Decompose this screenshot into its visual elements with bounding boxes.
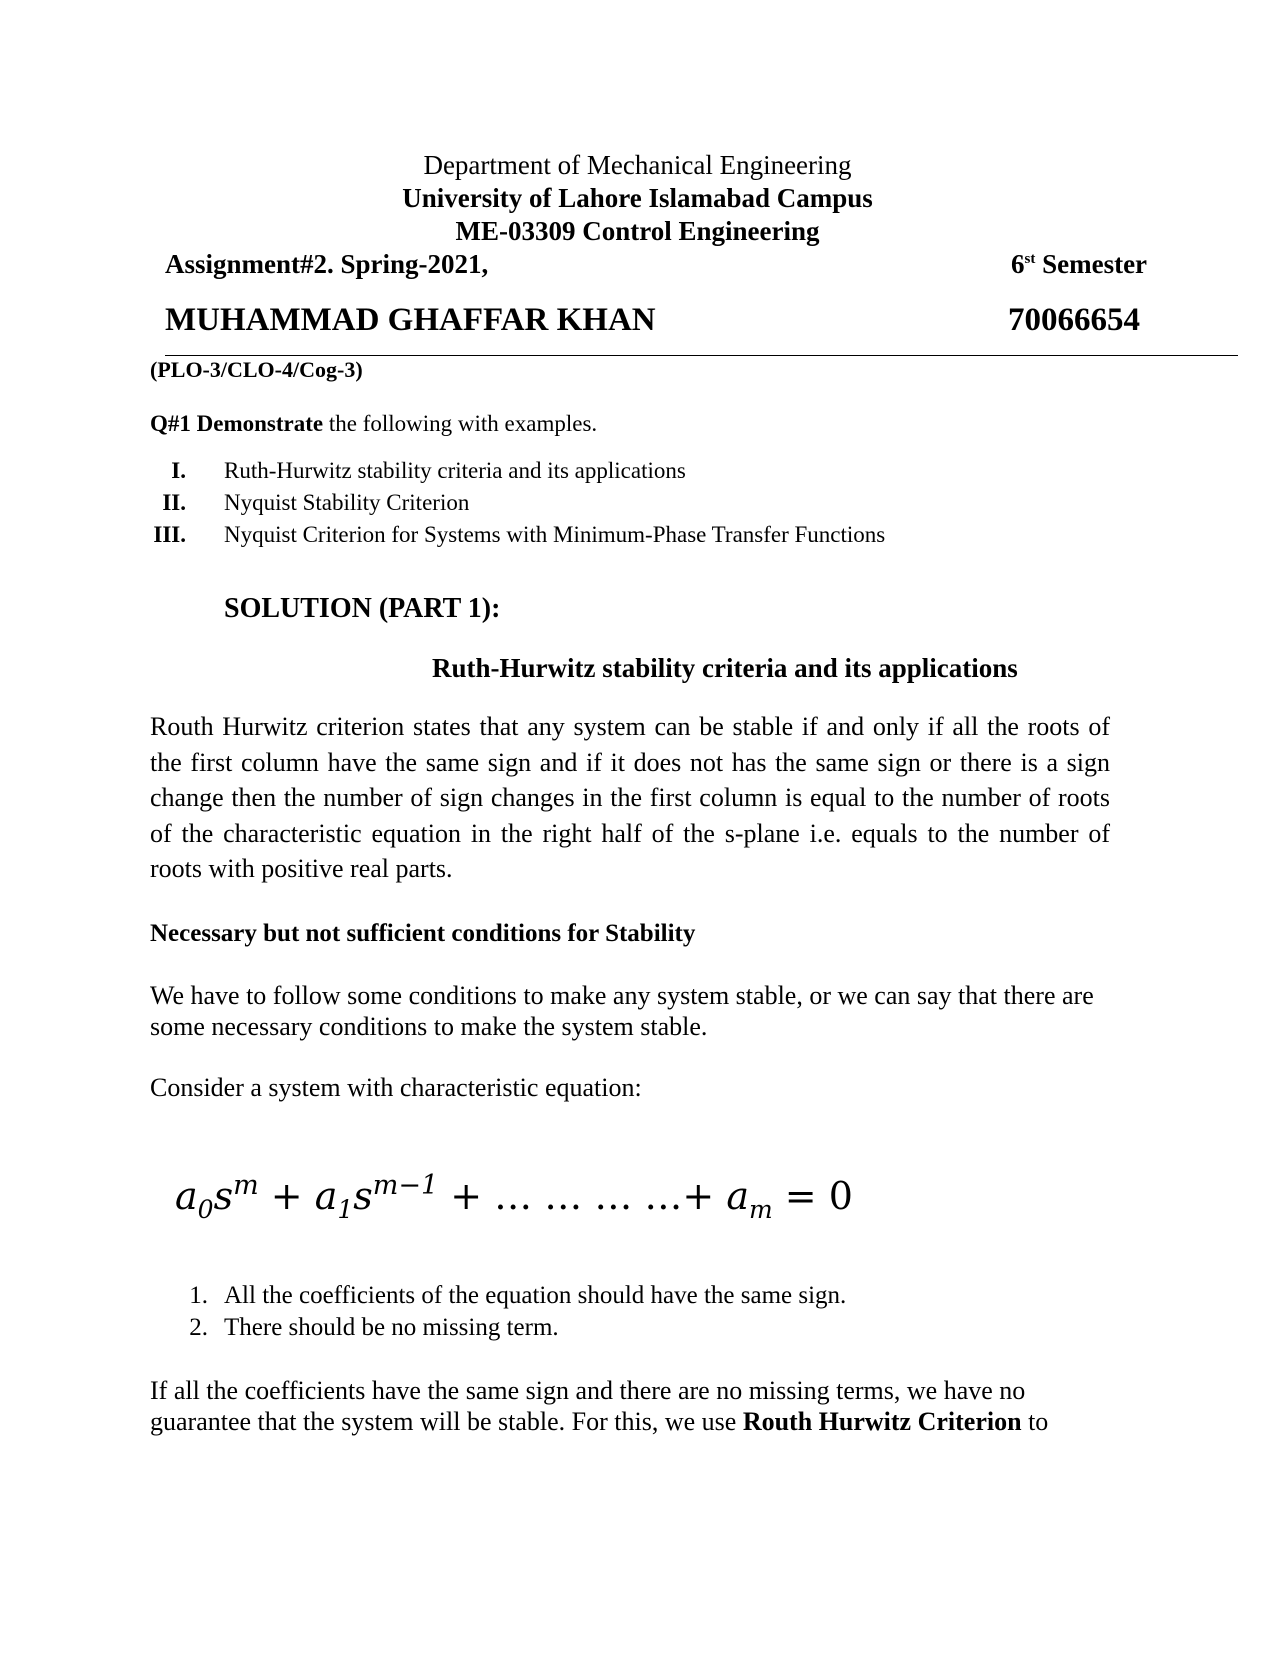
section-title: Ruth-Hurwitz stability criteria and its applications [432, 653, 1018, 683]
list-item-text: Nyquist Stability Criterion [224, 490, 470, 515]
subheading-conditions: Necessary but not sufficient conditions for Stability [150, 920, 696, 947]
paragraph-consider: Consider a system with characteristic equation: [150, 1073, 642, 1102]
list-item [150, 458, 686, 484]
semester-suffix: st [1024, 251, 1036, 267]
list-item-text: All the coefficients of the equation should have the same sign. [224, 1282, 847, 1309]
list-item-number: III. [153, 522, 186, 547]
paragraph-conditions-intro: We have to follow some conditions to make any system stable, or we can say that there are some necessary conditions to make the system stable. [150, 981, 1094, 1041]
list-item-text: There should be no missing term. [224, 1314, 559, 1341]
assignment-label: Assignment#2. Spring-2021, [165, 249, 489, 279]
header-divider [165, 355, 1238, 356]
list-item [150, 1314, 559, 1342]
semester-label [1011, 249, 1147, 280]
student-id: 70066654 [1008, 302, 1140, 338]
list-item [150, 522, 886, 548]
question-rest: the following with examples. [323, 411, 598, 436]
semester-word: Semester [1042, 249, 1148, 279]
list-item-text: Ruth-Hurwitz stability criteria and its applications [224, 458, 686, 483]
solution-heading: SOLUTION (PART 1): [224, 593, 501, 624]
question-lead: Q#1 Demonstrate [150, 411, 324, 436]
list-item-text: Nyquist Criterion for Systems with Minimum-Phase Transfer Functions [224, 522, 886, 547]
list-item-number: I. [171, 458, 186, 483]
routh-hurwitz-term: Routh Hurwitz Criterion [742, 1407, 1022, 1436]
list-item [150, 490, 470, 516]
plo-code: (PLO-3/CLO-4/Cog-3) [150, 357, 363, 382]
student-name: MUHAMMAD GHAFFAR KHAN [165, 302, 656, 338]
paragraph-guarantee: If all the coefficients have the same sign and there are no missing terms, we have no guarantee that the system will be stable. For this, we use Routh Hurwitz Criterion to [150, 1376, 1049, 1436]
university-name: University of Lahore Islamabad Campus [402, 183, 873, 213]
semester-number: 6 [1011, 249, 1025, 279]
department-name: Department of Mechanical Engineering [423, 150, 852, 180]
question-prompt [150, 411, 597, 437]
list-item [150, 1282, 847, 1310]
list-item-number: II. [162, 490, 186, 515]
list-item-number: 1. [189, 1282, 208, 1309]
course-title: ME-03309 Control Engineering [455, 216, 820, 246]
characteristic-equation: $a_0s^m + a_1s^{m-1}$ + … … … …+ $a_m = 0$ [175, 1170, 853, 1224]
paragraph-routh-definition: Routh Hurwitz criterion states that any system can be stable if and only if all the roots of the first column have the same sign and if it does not has the same sign or there is a sign change then the number of sign changes in the first column is equal to the number of roots of the characteristic equation in the right half of the s-plane i.e. equals to the number of roots with positive real parts. [150, 712, 1110, 883]
list-item-number: 2. [189, 1314, 208, 1341]
